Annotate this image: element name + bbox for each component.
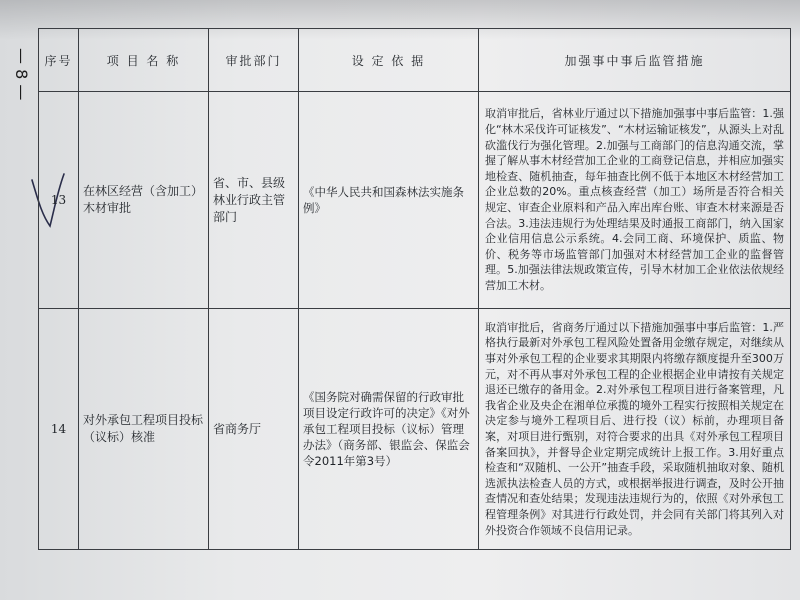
supervision-measures: 取消审批后，省商务厅通过以下措施加强事中事后监管：1.严格执行最新对外承包工程风险处置备用金缴存规定，对继续从事对外承包工程的企业要求其期限内将缴存额度提升至300万元，对不再从事对外承包工程的企业根据企业申请按有关规定退还已缴存的备用金。2.对外承包工程项目进行备案管理，凡我省企业及央企在湘单位承揽的境外工程实行按照相关规定在决定参与境外工程项目后、进行投（议）标前，办理项目备案，对项目进行甄别，对符合要求的出具《对外承包工程项目备案回执》，并督导企业定期完成统计上报工作。3.用好重点检查和“双随机、一公开”抽查手段，采取随机抽取对象、随机选派执法检查人员的方式，或根据举报进行调查，及时公开抽查情况和查处结果；发现违法违规行为的，依照《对外承包工程管理条例》对其进行行政处罚，并会同有关部门将其列入对外投资合作领域不良信用记录。 xyxy=(479,309,791,550)
header-name: 项 目 名 称 xyxy=(79,29,209,92)
page-number: — 8 — xyxy=(12,48,31,101)
legal-basis: 《国务院对确需保留的行政审批项目设定行政许可的决定》《对外承包工程项目投标（议标）管理办法》（商务部、银监会、保监会令2011年第3号） xyxy=(299,309,479,550)
item-name: 在林区经营（含加工）木材审批 xyxy=(79,92,209,309)
table-header-row xyxy=(39,29,791,92)
approval-table xyxy=(38,28,791,550)
header-measures: 加强事中事后监管措施 xyxy=(479,29,791,92)
row-number: 14 xyxy=(39,309,79,550)
approval-department: 省商务厅 xyxy=(209,309,299,550)
table-row xyxy=(39,309,791,550)
header-basis: 设 定 依 据 xyxy=(299,29,479,92)
row-number: 13 xyxy=(39,92,79,309)
legal-basis: 《中华人民共和国森林法实施条例》 xyxy=(299,92,479,309)
approval-department: 省、市、县级林业行政主管部门 xyxy=(209,92,299,309)
table-row xyxy=(39,92,791,309)
header-no: 序号 xyxy=(39,29,79,92)
supervision-measures: 取消审批后，省林业厅通过以下措施加强事中事后监管：1.强化“林木采伐许可证核发”、“木材运输证核发”，从源头上对乱砍滥伐行为强化管理。2.加强与工商部门的信息沟通交流，掌握了解从事木材经营加工企业的工商登记信息，并相应加强实地检查、随机抽查，每年抽查比例不低于本地区木材经营加工企业总数的20%。重点核查经营（加工）场所是否符合相关规定、审查企业原料和产品入库出库台账、审查木材来源是否合法。3.违法违规行为处理结果及时通报工商部门，纳入国家企业信用信息公示系统。4.会同工商、环境保护、质监、物价、税务等市场监管部门加强对木材经营加工企业的监督管理。5.加强法律法规政策宣传，引导木材加工企业依法依规经营加工木材。 xyxy=(479,92,791,309)
item-name: 对外承包工程项目投标（议标）核准 xyxy=(79,309,209,550)
header-dept: 审批部门 xyxy=(209,29,299,92)
